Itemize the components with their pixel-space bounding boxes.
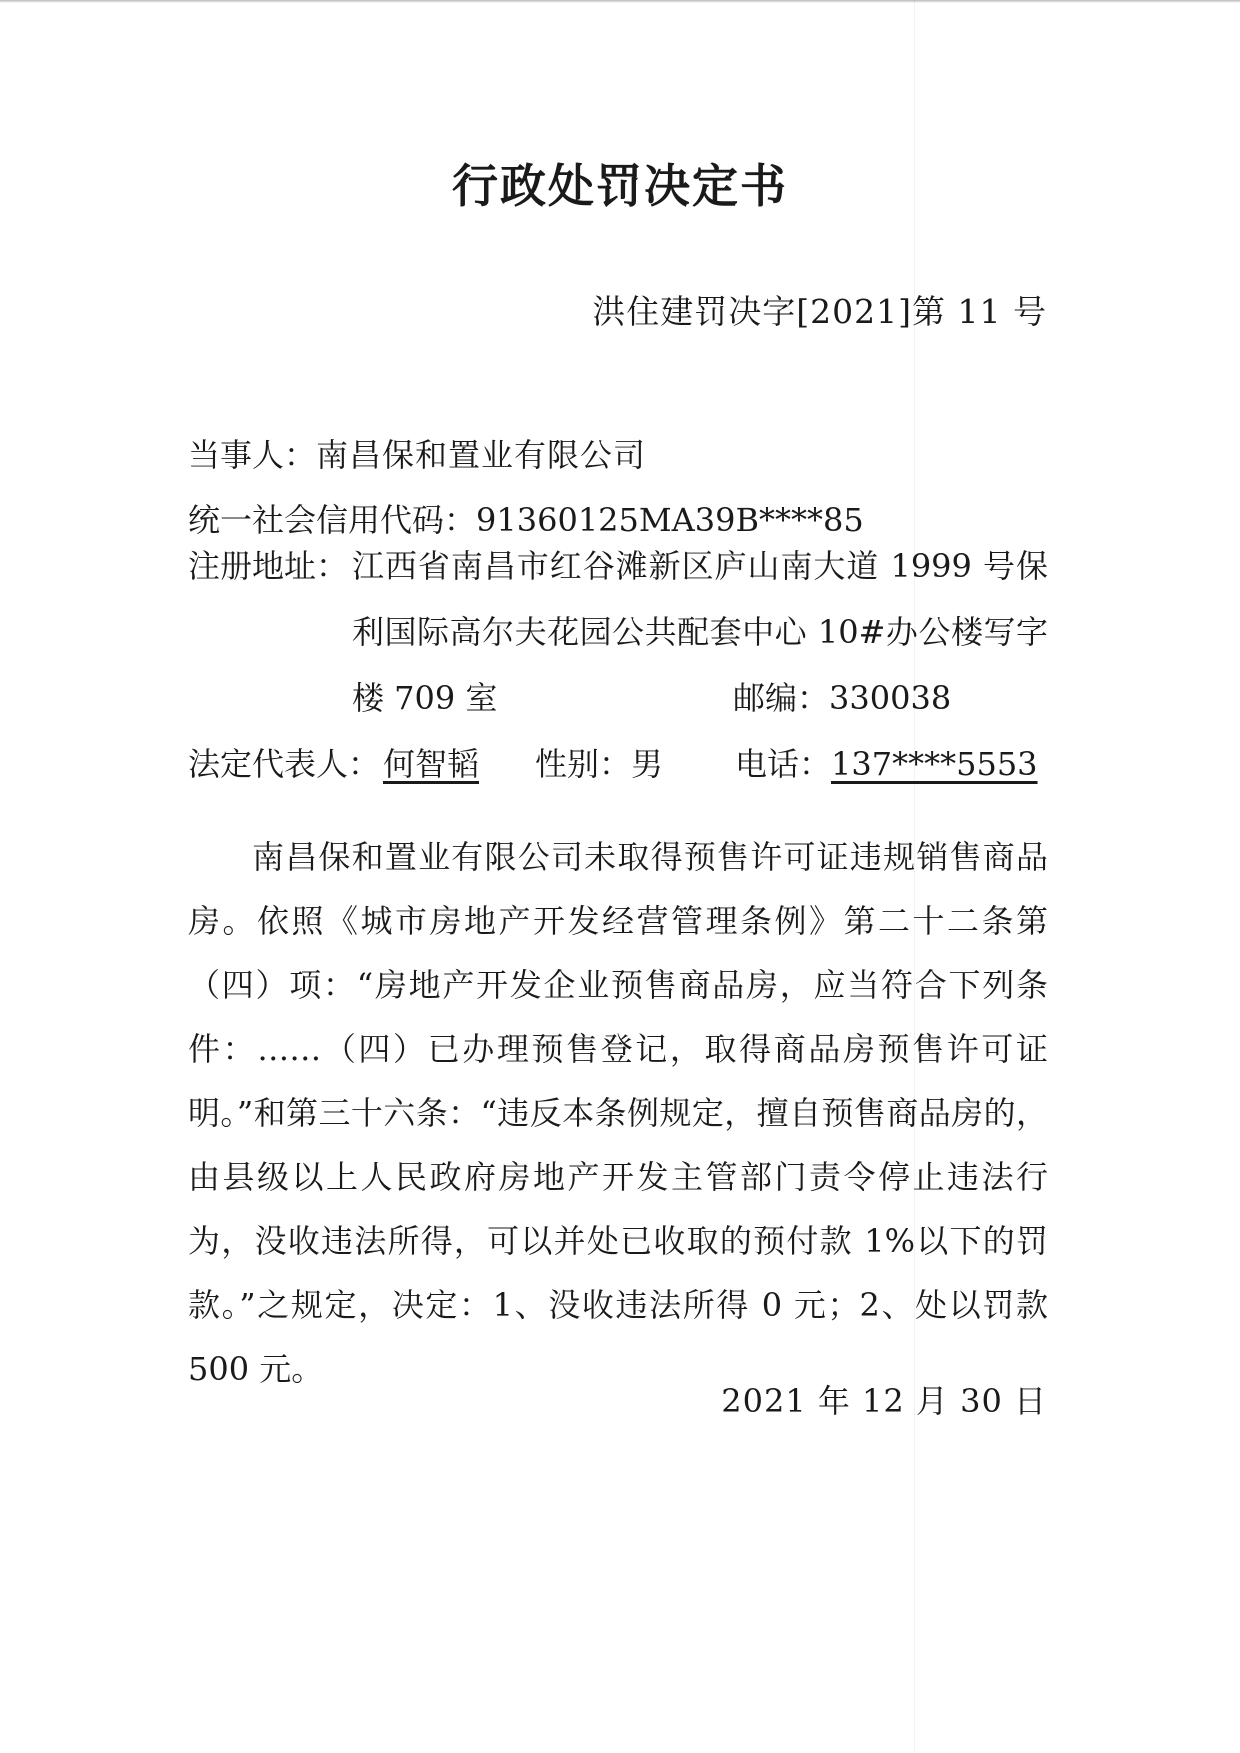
address-label: 注册地址：: [188, 547, 349, 585]
credit-code-label: 统一社会信用代码：: [188, 501, 477, 539]
party-row: [188, 435, 646, 475]
address-line-1: 江西省南昌市红谷滩新区庐山南大道 1999 号保: [352, 547, 1048, 585]
credit-code-value: 91360125MA39B****85: [476, 501, 864, 539]
decision-date: 2021 年 12 月 30 日: [721, 1382, 1047, 1420]
party-label: 当事人：: [188, 436, 317, 474]
document-number: 洪住建罚决字[2021]第 11 号: [592, 292, 1047, 331]
decision-body: 南昌保和置业有限公司未取得预售许可证违规销售商品房。依照《城市房地产开发经营管理条例》第二十二条第（四）项：“房地产开发企业预售商品房，应当符合下列条件：……（四）已办理预售登记，取得商品房预售许可证明。”和第三十六条：“违反本条例规定，擅自预售商品房的，由县级以上人民政府房地产开发主管部门责令停止违法行为，没收违法所得，可以并处已收取的预付款 1%以下的罚款。”之规定，决定：1、没收违法所得 0 元；2、处以罚款 500 元。: [188, 838, 1048, 1388]
phone-row: [735, 744, 1038, 784]
credit-code-row: [188, 500, 864, 540]
address-line-3: 楼 709 室: [352, 679, 498, 717]
phone-value: 137****5553: [831, 745, 1038, 783]
postcode-label: 邮编：: [733, 679, 830, 717]
party-name: 南昌保和置业有限公司: [316, 436, 647, 474]
postcode-value: 330038: [829, 679, 952, 717]
gender-value: 男: [631, 745, 664, 783]
address-line-2: 利国际高尔夫花园公共配套中心 10#办公楼写字: [352, 613, 1048, 651]
gender-label: 性别：: [535, 745, 632, 783]
representative-name: 何智韬: [383, 745, 480, 783]
phone-label: 电话：: [735, 745, 832, 783]
document-title: 行政处罚决定书: [452, 159, 788, 213]
representative-label: 法定代表人：: [188, 745, 381, 783]
scan-edge: [0, 0, 1240, 3]
gender-row: [535, 744, 663, 784]
postcode-row: [733, 678, 951, 718]
